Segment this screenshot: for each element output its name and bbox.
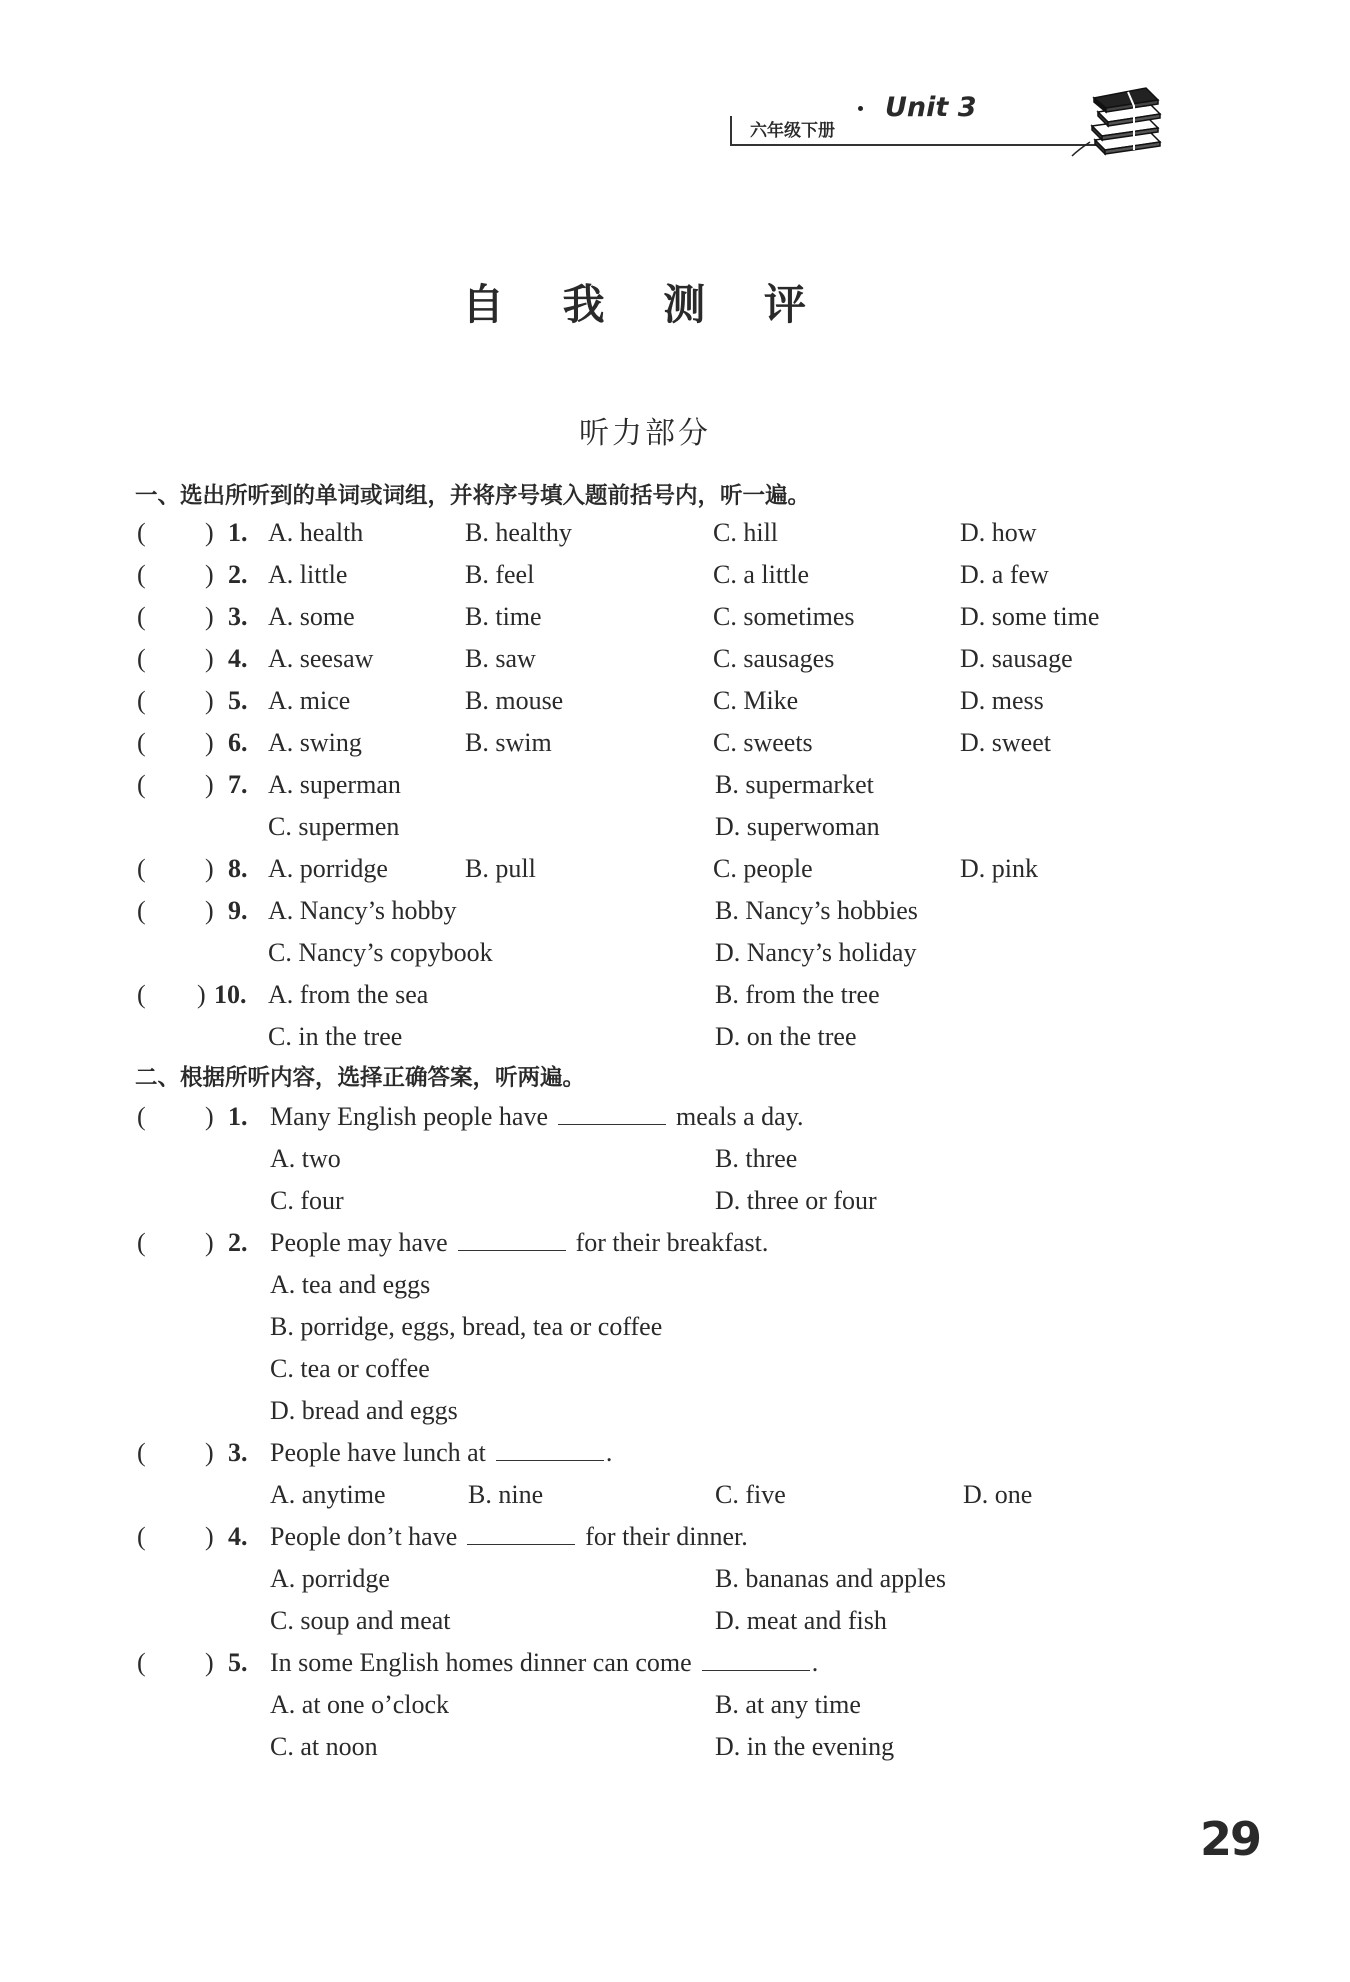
stem-before: People may have <box>270 1228 448 1257</box>
answer-paren-right: ) <box>205 854 214 883</box>
option-a: A. mice <box>268 686 351 715</box>
question-number: 9. <box>228 896 248 925</box>
option-c: C. five <box>715 1480 786 1509</box>
answer-paren-right: ) <box>197 980 206 1009</box>
grade-label: 六年级下册 <box>730 116 870 146</box>
option-b: B. from the tree <box>715 980 880 1009</box>
s1-question-9-cont <box>0 938 1350 978</box>
answer-paren-left[interactable]: ( <box>137 854 146 883</box>
option-c: C. a little <box>713 560 810 589</box>
option-c: C. in the tree <box>268 1022 403 1051</box>
question-stem <box>270 1648 818 1678</box>
option-a: A. porridge <box>270 1564 390 1593</box>
option-d: D. how <box>960 518 1037 547</box>
option-d: D. bread and eggs <box>270 1396 458 1425</box>
option-a: A. anytime <box>270 1480 386 1509</box>
option-d: D. superwoman <box>715 812 880 841</box>
s2-q2-option-d-row <box>0 1396 1350 1436</box>
stem-before: Many English people have <box>270 1102 548 1131</box>
answer-blank[interactable] <box>458 1228 566 1251</box>
question-stem <box>270 1438 612 1468</box>
answer-paren-left[interactable]: ( <box>137 1102 146 1131</box>
question-number: 3. <box>228 602 248 631</box>
answer-paren-right: ) <box>205 686 214 715</box>
s1-question-2 <box>0 560 1350 600</box>
unit-label: Unit 3 <box>885 92 977 123</box>
s2-question-2 <box>0 1228 1350 1268</box>
option-a: A. two <box>270 1144 341 1173</box>
question-number: 4. <box>228 1522 248 1551</box>
answer-paren-right: ) <box>205 1102 214 1131</box>
option-a: A. from the sea <box>268 980 429 1009</box>
s1-question-9 <box>0 896 1350 936</box>
answer-blank[interactable] <box>702 1648 810 1671</box>
option-d: D. meat and fish <box>715 1606 887 1635</box>
option-c: C. at noon <box>270 1732 378 1761</box>
option-d: D. some time <box>960 602 1100 631</box>
answer-paren-left[interactable]: ( <box>137 1648 146 1677</box>
section-subtitle: 听力部分 <box>579 416 711 451</box>
s1-question-1 <box>0 518 1350 558</box>
s1-question-3 <box>0 602 1350 642</box>
option-d: D. in the evening <box>715 1732 895 1761</box>
option-a: A. some <box>268 602 355 631</box>
option-a: A. Nancy’s hobby <box>268 896 457 925</box>
question-number: 1. <box>228 518 248 547</box>
answer-paren-left[interactable]: ( <box>137 1522 146 1551</box>
stem-before: People have lunch at <box>270 1438 486 1467</box>
answer-paren-right: ) <box>205 518 214 547</box>
option-d: D. a few <box>960 560 1049 589</box>
s1-question-7-cont <box>0 812 1350 852</box>
answer-paren-left[interactable]: ( <box>137 518 146 547</box>
books-stack-icon <box>1070 80 1165 158</box>
section2-heading: 二、根据所听内容，选择正确答案，听两遍。 <box>135 1065 586 1091</box>
s1-question-7 <box>0 770 1350 810</box>
option-a: A. tea and eggs <box>270 1270 431 1299</box>
s2-question-1 <box>0 1102 1350 1142</box>
question-stem <box>270 1228 768 1258</box>
answer-paren-left[interactable]: ( <box>137 728 146 757</box>
s2-q3-options <box>0 1480 1350 1520</box>
option-c: C. soup and meat <box>270 1606 451 1635</box>
s2-q2-option-a-row <box>0 1270 1350 1310</box>
option-b: B. nine <box>468 1480 544 1509</box>
stem-after: meals a day. <box>676 1102 804 1131</box>
answer-paren-left[interactable]: ( <box>137 560 146 589</box>
option-d: D. three or four <box>715 1186 877 1215</box>
option-c: C. Mike <box>713 686 799 715</box>
section1-heading: 一、选出所听到的单词或词组，并将序号填入题前括号内，听一遍。 <box>135 483 811 509</box>
answer-paren-left[interactable]: ( <box>137 602 146 631</box>
option-d: D. sausage <box>960 644 1073 673</box>
stem-before: People don’t have <box>270 1522 458 1551</box>
question-number: 4. <box>228 644 248 673</box>
option-d: D. sweet <box>960 728 1051 757</box>
s2-question-5 <box>0 1648 1350 1688</box>
answer-paren-right: ) <box>205 896 214 925</box>
option-b: B. at any time <box>715 1690 861 1719</box>
option-c: C. hill <box>713 518 779 547</box>
stem-after: . <box>605 1438 613 1467</box>
option-b: B. three <box>715 1144 798 1173</box>
question-number: 8. <box>228 854 248 883</box>
option-b: B. swim <box>465 728 552 757</box>
question-number: 2. <box>228 560 248 589</box>
option-c: C. tea or coffee <box>270 1354 430 1383</box>
answer-paren-left[interactable]: ( <box>137 1228 146 1257</box>
s1-question-10 <box>0 980 1350 1020</box>
option-a: A. superman <box>268 770 401 799</box>
option-b: B. pull <box>465 854 536 883</box>
option-d: D. on the tree <box>715 1022 857 1051</box>
s1-question-8 <box>0 854 1350 894</box>
s2-q2-option-c-row <box>0 1354 1350 1394</box>
option-b: B. time <box>465 602 542 631</box>
answer-blank[interactable] <box>558 1102 666 1125</box>
answer-paren-right: ) <box>205 644 214 673</box>
option-a: A. swing <box>268 728 362 757</box>
answer-blank[interactable] <box>467 1522 575 1545</box>
option-c: C. four <box>270 1186 344 1215</box>
question-stem <box>270 1522 748 1552</box>
answer-paren-left[interactable]: ( <box>137 770 146 799</box>
answer-paren-left[interactable]: ( <box>137 980 146 1009</box>
answer-paren-left[interactable]: ( <box>137 644 146 673</box>
option-c: C. people <box>713 854 813 883</box>
option-c: C. sometimes <box>713 602 855 631</box>
answer-paren-left[interactable]: ( <box>137 686 146 715</box>
stem-after: . <box>811 1648 819 1677</box>
page-number: 29 <box>1200 1812 1261 1866</box>
option-a: A. little <box>268 560 348 589</box>
option-b: B. Nancy’s hobbies <box>715 896 918 925</box>
s1-question-10-cont <box>0 1022 1350 1062</box>
answer-paren-right: ) <box>205 602 214 631</box>
s2-q1-options-row2 <box>0 1186 1350 1226</box>
option-d: D. mess <box>960 686 1044 715</box>
answer-paren-right: ) <box>205 1228 214 1257</box>
stem-before: In some English homes dinner can come <box>270 1648 692 1677</box>
question-number: 10. <box>214 980 247 1009</box>
s2-q5-options-row1 <box>0 1690 1350 1730</box>
question-number: 5. <box>228 686 248 715</box>
s2-q5-options-row2 <box>0 1732 1350 1772</box>
question-stem <box>270 1102 804 1132</box>
option-c: C. sausages <box>713 644 835 673</box>
s2-q4-options-row1 <box>0 1564 1350 1604</box>
answer-paren-right: ) <box>205 560 214 589</box>
option-d: D. Nancy’s holiday <box>715 938 917 967</box>
s2-question-3 <box>0 1438 1350 1478</box>
s1-question-4 <box>0 644 1350 684</box>
option-a: A. at one o’clock <box>270 1690 450 1719</box>
answer-paren-right: ) <box>205 1648 214 1677</box>
header-dot <box>858 106 863 111</box>
s1-question-6 <box>0 728 1350 768</box>
question-number: 1. <box>228 1102 248 1131</box>
answer-paren-left[interactable]: ( <box>137 896 146 925</box>
page-header <box>730 88 1160 158</box>
s2-q2-option-b-row <box>0 1312 1350 1352</box>
option-b: B. feel <box>465 560 535 589</box>
option-a: A. porridge <box>268 854 388 883</box>
option-d: D. one <box>963 1480 1033 1509</box>
question-number: 6. <box>228 728 248 757</box>
option-b: B. saw <box>465 644 536 673</box>
option-b: B. bananas and apples <box>715 1564 947 1593</box>
answer-paren-right: ) <box>205 728 214 757</box>
answer-paren-right: ) <box>205 770 214 799</box>
option-d: D. pink <box>960 854 1038 883</box>
option-b: B. mouse <box>465 686 564 715</box>
question-number: 2. <box>228 1228 248 1257</box>
question-number: 3. <box>228 1438 248 1467</box>
option-a: A. seesaw <box>268 644 374 673</box>
s2-q4-options-row2 <box>0 1606 1350 1646</box>
answer-paren-left[interactable]: ( <box>137 1438 146 1467</box>
option-b: B. healthy <box>465 518 572 547</box>
option-c: C. Nancy’s copybook <box>268 938 493 967</box>
option-c: C. sweets <box>713 728 813 757</box>
answer-paren-right: ) <box>205 1438 214 1467</box>
option-b: B. supermarket <box>715 770 874 799</box>
page-title: 自 我 测 评 <box>462 280 828 329</box>
s2-question-4 <box>0 1522 1350 1562</box>
option-c: C. supermen <box>268 812 400 841</box>
question-number: 5. <box>228 1648 248 1677</box>
stem-after: for their breakfast. <box>575 1228 769 1257</box>
s2-q1-options-row1 <box>0 1144 1350 1184</box>
option-b: B. porridge, eggs, bread, tea or coffee <box>270 1312 663 1341</box>
option-a: A. health <box>268 518 364 547</box>
s1-question-5 <box>0 686 1350 726</box>
answer-paren-right: ) <box>205 1522 214 1551</box>
question-number: 7. <box>228 770 248 799</box>
answer-blank[interactable] <box>496 1438 604 1461</box>
stem-after: for their dinner. <box>585 1522 748 1551</box>
header-rule <box>870 144 1100 146</box>
